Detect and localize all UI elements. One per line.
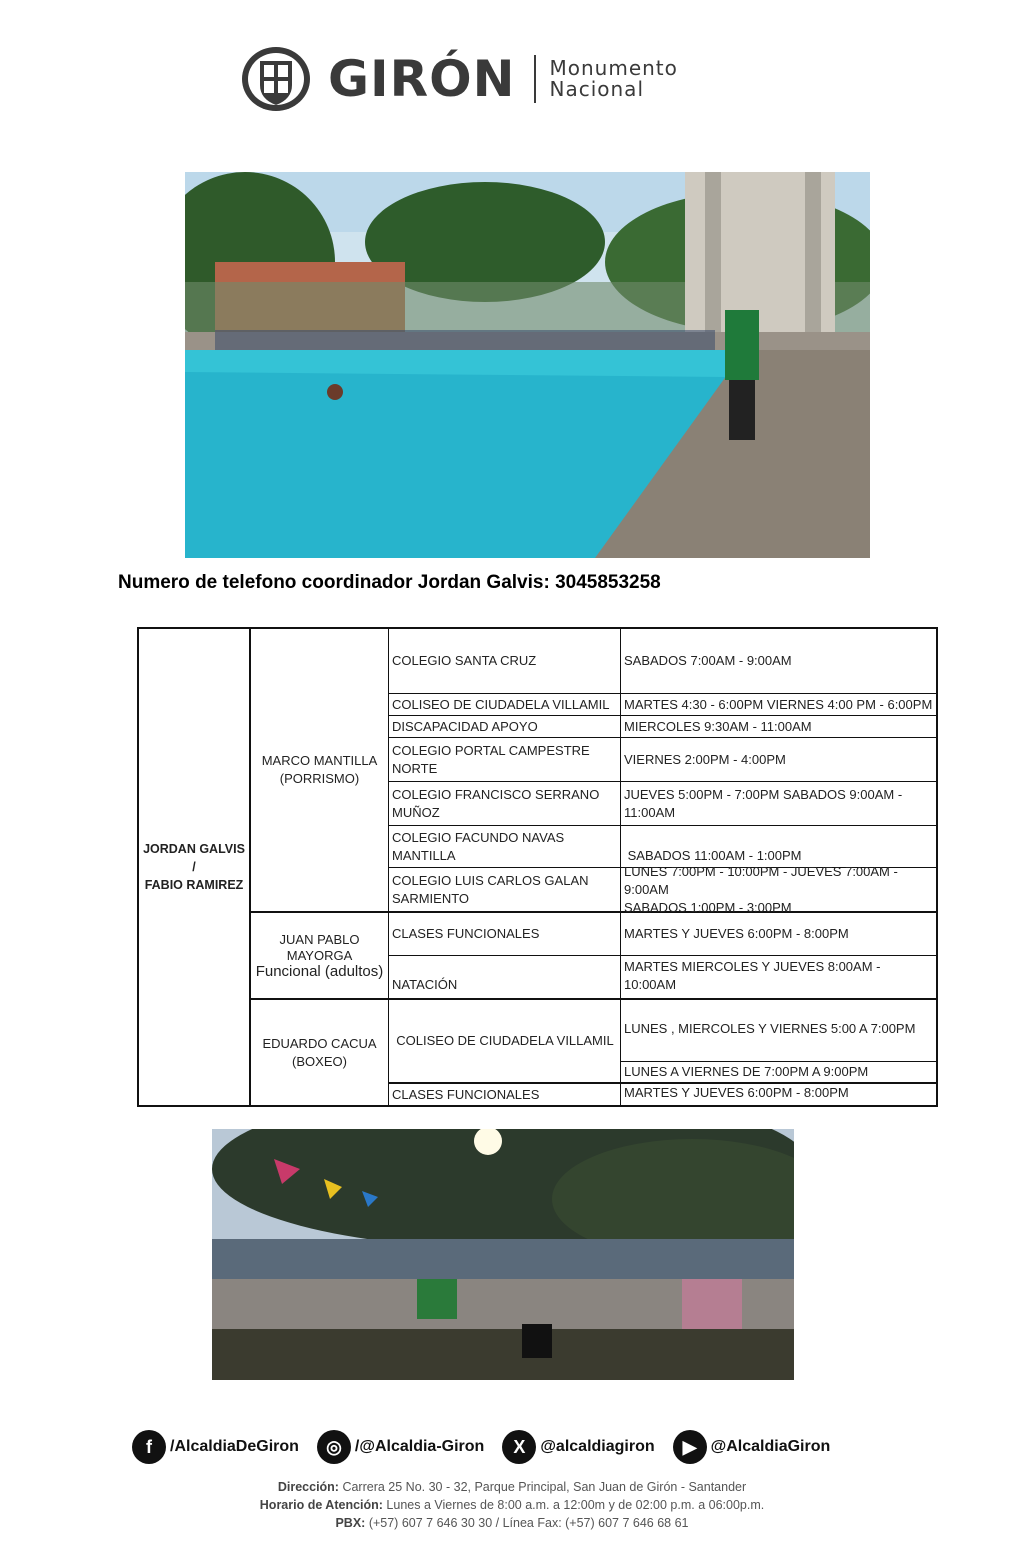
coordinators-cell <box>139 629 249 1105</box>
coordinators-name-2: FABIO RAMIREZ <box>144 878 244 892</box>
time-cell: JUEVES 5:00PM - 7:00PM SABADOS 9:00AM - 11:00AM <box>624 786 903 820</box>
brand-subtitle-line1: Monumento <box>549 56 678 80</box>
time-cell: MARTES Y JUEVES 6:00PM - 8:00PM <box>624 926 849 941</box>
time-cell: MIERCOLES 9:30AM - 11:00AM <box>624 718 812 734</box>
place-cell: CLASES FUNCIONALES <box>392 1086 540 1102</box>
time-cell: LUNES , MIERCOLES Y VIERNES 5:00 A 7:00PM <box>624 1021 916 1036</box>
time-line: SABADOS 1:00PM - 3:00PM <box>624 899 792 915</box>
facebook-icon: f <box>132 1430 166 1464</box>
instagram-link[interactable] <box>317 1430 484 1464</box>
youtube-link[interactable] <box>673 1430 831 1464</box>
instructor-cell <box>251 1000 388 1105</box>
place-cell: NATACIÓN <box>392 977 458 992</box>
instructor-discipline: Funcional (adultos) <box>255 962 384 980</box>
brand-name: GIRÓN <box>328 50 516 108</box>
social-handle: @alcaldiagiron <box>540 1438 655 1455</box>
x-link[interactable] <box>502 1430 654 1464</box>
place-cell: COLISEO DE CIUDADELA VILLAMIL <box>392 696 610 712</box>
time-line: LUNES 7:00PM - 10:00PM - JUEVES 7:00AM - 9:00AM <box>624 863 898 897</box>
instructor-name: MARCO MANTILLA <box>261 753 378 768</box>
coordinator-phone-text: Numero de telefono coordinador Jordan Galvis: 3045853258 <box>118 572 661 593</box>
social-handle: /AlcaldiaDeGiron <box>170 1438 299 1455</box>
instructor-discipline: (PORRISMO) <box>279 771 360 786</box>
instructor-name: EDUARDO CACUA <box>262 1035 377 1051</box>
coordinators-name: JORDAN GALVIS / <box>143 842 245 874</box>
instructor-cell <box>251 629 388 911</box>
instructor-discipline: (BOXEO) <box>292 1053 347 1069</box>
facebook-link[interactable] <box>132 1430 299 1464</box>
brand-subtitle-line2: Nacional <box>549 77 644 101</box>
social-handle: /@Alcaldia-Giron <box>354 1438 485 1455</box>
place-line: COLEGIO LUIS CARLOS GALAN <box>392 872 589 888</box>
footer-contact <box>0 1478 1024 1532</box>
place-cell: COLEGIO FRANCISCO SERRANO MUÑOZ <box>392 786 600 820</box>
instructor-name: JUAN PABLO MAYORGA <box>279 931 360 963</box>
place-cell: COLEGIO PORTAL CAMPESTRE NORTE <box>392 742 590 776</box>
x-icon: X <box>502 1430 536 1464</box>
place-cell <box>390 868 620 911</box>
place-cell: COLEGIO SANTA CRUZ <box>392 653 537 668</box>
place-cell: COLISEO DE CIUDADELA VILLAMIL <box>396 1033 614 1048</box>
place-cell: CLASES FUNCIONALES <box>392 926 540 941</box>
social-links <box>132 1430 892 1464</box>
place-line: SARMIENTO <box>392 890 470 906</box>
time-cell: VIERNES 2:00PM - 4:00PM <box>624 751 786 767</box>
time-cell: SABADOS 11:00AM - 1:00PM <box>624 848 802 863</box>
schedule-table <box>137 627 938 1107</box>
place-cell: DISCAPACIDAD APOYO <box>392 718 538 734</box>
pool-photo <box>185 172 870 558</box>
time-cell <box>622 863 938 915</box>
header-logo <box>240 44 678 114</box>
brand-subtitle <box>550 58 678 100</box>
time-cell: MARTES Y JUEVES 6:00PM - 8:00PM <box>624 1085 849 1100</box>
place-cell: COLEGIO FACUNDO NAVAS MANTILLA <box>392 830 565 863</box>
social-handle: @AlcaldiaGiron <box>710 1438 831 1455</box>
instagram-icon: ◎ <box>317 1430 351 1464</box>
youtube-icon: ▶ <box>673 1430 707 1464</box>
time-cell: MARTES 4:30 - 6:00PM VIERNES 4:00 PM - 6:00PM <box>624 696 933 712</box>
instructor-cell <box>251 913 388 998</box>
coat-of-arms-icon <box>240 45 312 113</box>
activity-photo <box>212 1129 794 1380</box>
brand-divider <box>534 55 536 103</box>
footer-pbx: PBX: (+57) 607 7 646 30 30 / Línea Fax: (+57) 607 7 646 68 61 <box>335 1516 689 1530</box>
footer-address: Dirección: Carrera 25 No. 30 - 32, Parque Principal, San Juan de Girón - Santander <box>277 1480 747 1494</box>
time-cell: SABADOS 7:00AM - 9:00AM <box>624 653 792 668</box>
time-cell: MARTES MIERCOLES Y JUEVES 8:00AM - 10:00AM <box>624 959 881 992</box>
footer-hours: Horario de Atención: Lunes a Viernes de 8:00 a.m. a 12:00m y de 02:00 p.m. a 06:00p.m. <box>259 1498 765 1512</box>
time-cell: LUNES A VIERNES DE 7:00PM A 9:00PM <box>624 1064 869 1079</box>
